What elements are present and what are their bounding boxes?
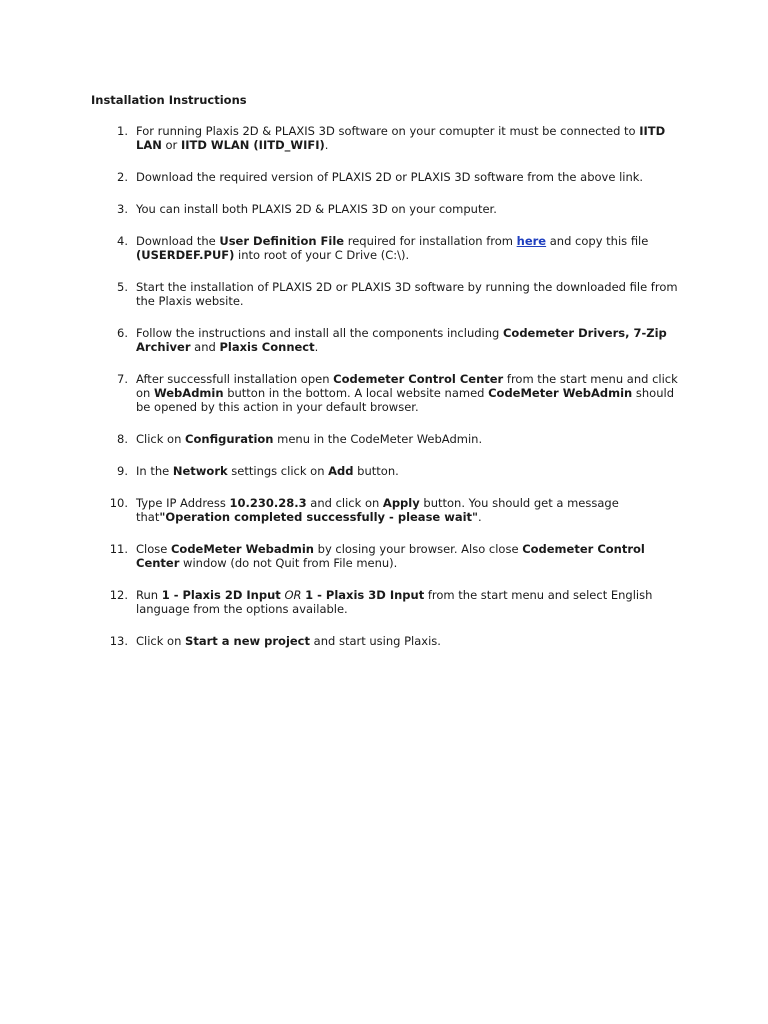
- text-segment: Click on: [136, 432, 186, 446]
- text-segment: Click on: [136, 634, 186, 648]
- text-segment: menu in the CodeMeter WebAdmin.: [273, 432, 483, 446]
- text-segment: button.: [353, 464, 399, 478]
- text-segment: from the start menu and click on: [136, 372, 678, 400]
- bold-text: Start a new project: [185, 634, 310, 648]
- instruction-step: [0, 588, 681, 616]
- step-text: [136, 326, 681, 354]
- step-number: 6.: [117, 326, 128, 340]
- text-segment: You can install both PLAXIS 2D & PLAXIS 3D on your computer.: [136, 202, 497, 216]
- text-segment: Type IP Address: [136, 496, 230, 510]
- instruction-step: [0, 542, 681, 570]
- step-text: [136, 496, 681, 524]
- step-number: 3.: [117, 202, 128, 216]
- bold-text: "Operation completed successfully - please wait": [159, 510, 479, 524]
- instruction-step: [0, 280, 681, 308]
- text-segment: or: [161, 138, 181, 152]
- text-segment: Close: [136, 542, 171, 556]
- text-segment: into root of your C Drive (C:\).: [234, 248, 410, 262]
- step-number: 2.: [117, 170, 128, 184]
- step-number: 10.: [109, 496, 128, 510]
- text-segment: and start using Plaxis.: [310, 634, 441, 648]
- bold-text: CodeMeter Webadmin: [170, 542, 314, 556]
- step-text: [136, 124, 681, 152]
- step-number: 8.: [117, 432, 128, 446]
- text-segment: and copy this file: [546, 234, 649, 248]
- bold-text: Add: [328, 464, 354, 478]
- bold-text: 10.230.28.3: [229, 496, 307, 510]
- text-segment: and: [190, 340, 220, 354]
- step-text: [136, 432, 681, 446]
- instruction-step: [0, 634, 681, 648]
- bold-text: Codemeter Control Center: [333, 372, 504, 386]
- instruction-list: [0, 124, 768, 666]
- bold-text: Apply: [382, 496, 420, 510]
- instruction-step: [0, 170, 681, 184]
- text-segment: .: [324, 138, 329, 152]
- bold-text: WebAdmin: [153, 386, 224, 400]
- text-segment: After successfull installation open: [136, 372, 334, 386]
- here-link[interactable]: here: [516, 234, 547, 248]
- text-segment: from the start menu and select English language from the options available.: [136, 588, 653, 616]
- step-text: [136, 588, 681, 616]
- instruction-step: [0, 372, 681, 414]
- bold-text: Codemeter Control Center: [136, 542, 645, 570]
- step-number: 13.: [109, 634, 128, 648]
- instruction-step: [0, 326, 681, 354]
- step-text: [136, 372, 681, 414]
- bold-text: Network: [172, 464, 228, 478]
- step-number: 11.: [109, 542, 128, 556]
- text-segment: .: [478, 510, 482, 524]
- instruction-step: [0, 202, 681, 216]
- step-number: 12.: [109, 588, 128, 602]
- bold-text: 1 - Plaxis 2D Input: [161, 588, 281, 602]
- step-text: [136, 280, 681, 308]
- step-text: [136, 170, 681, 184]
- text-segment: by closing your browser. Also close: [313, 542, 523, 556]
- step-number: 9.: [117, 464, 128, 478]
- step-number: 4.: [117, 234, 128, 248]
- text-segment: Run: [136, 588, 162, 602]
- instruction-step: [0, 124, 681, 152]
- step-text: [136, 634, 681, 648]
- step-number: 1.: [117, 124, 128, 138]
- bold-text: Plaxis Connect: [219, 340, 315, 354]
- step-text: [136, 234, 681, 262]
- text-segment: For running Plaxis 2D & PLAXIS 3D software on your comupter it must be connected to: [136, 124, 640, 138]
- bold-text: IITD WLAN (IITD_WIFI): [180, 138, 325, 152]
- step-text: [136, 464, 681, 478]
- text-segment: window (do not Quit from File menu).: [179, 556, 398, 570]
- text-segment: Follow the instructions and install all the components including: [136, 326, 503, 340]
- text-segment: Download the required version of PLAXIS 2D or PLAXIS 3D software from the above link.: [136, 170, 644, 184]
- text-segment: button in the bottom. A local website named: [223, 386, 489, 400]
- bold-text: IITD LAN: [136, 124, 666, 152]
- text-segment: In the: [136, 464, 173, 478]
- text-segment: should be opened by this action in your default browser.: [136, 386, 675, 414]
- step-text: [136, 202, 681, 216]
- bold-text: Codemeter Drivers, 7-Zip Archiver: [136, 326, 667, 354]
- instruction-step: [0, 464, 681, 478]
- bold-text: User Definition File: [219, 234, 345, 248]
- bold-text: CodeMeter WebAdmin: [488, 386, 633, 400]
- document-title: Installation Instructions: [91, 93, 247, 107]
- instruction-step: [0, 234, 681, 262]
- text-segment: Download the: [136, 234, 220, 248]
- text-segment: Start the installation of PLAXIS 2D or PLAXIS 3D software by running the downloaded file from the Plaxis website.: [136, 280, 678, 308]
- bold-text: Configuration: [185, 432, 274, 446]
- text-segment: settings click on: [227, 464, 329, 478]
- bold-text: 1 - Plaxis 3D Input: [305, 588, 425, 602]
- bold-text: (USERDEF.PUF): [136, 248, 235, 262]
- step-number: 5.: [117, 280, 128, 294]
- step-number: 7.: [117, 372, 128, 386]
- text-segment: .: [314, 340, 319, 354]
- text-segment: and click on: [306, 496, 383, 510]
- text-segment: button. You should get a message that: [136, 496, 619, 524]
- instruction-step: [0, 432, 681, 446]
- text-segment: required for installation from: [344, 234, 517, 248]
- italic-text: OR: [284, 588, 302, 602]
- instruction-step: [0, 496, 681, 524]
- step-text: [136, 542, 681, 570]
